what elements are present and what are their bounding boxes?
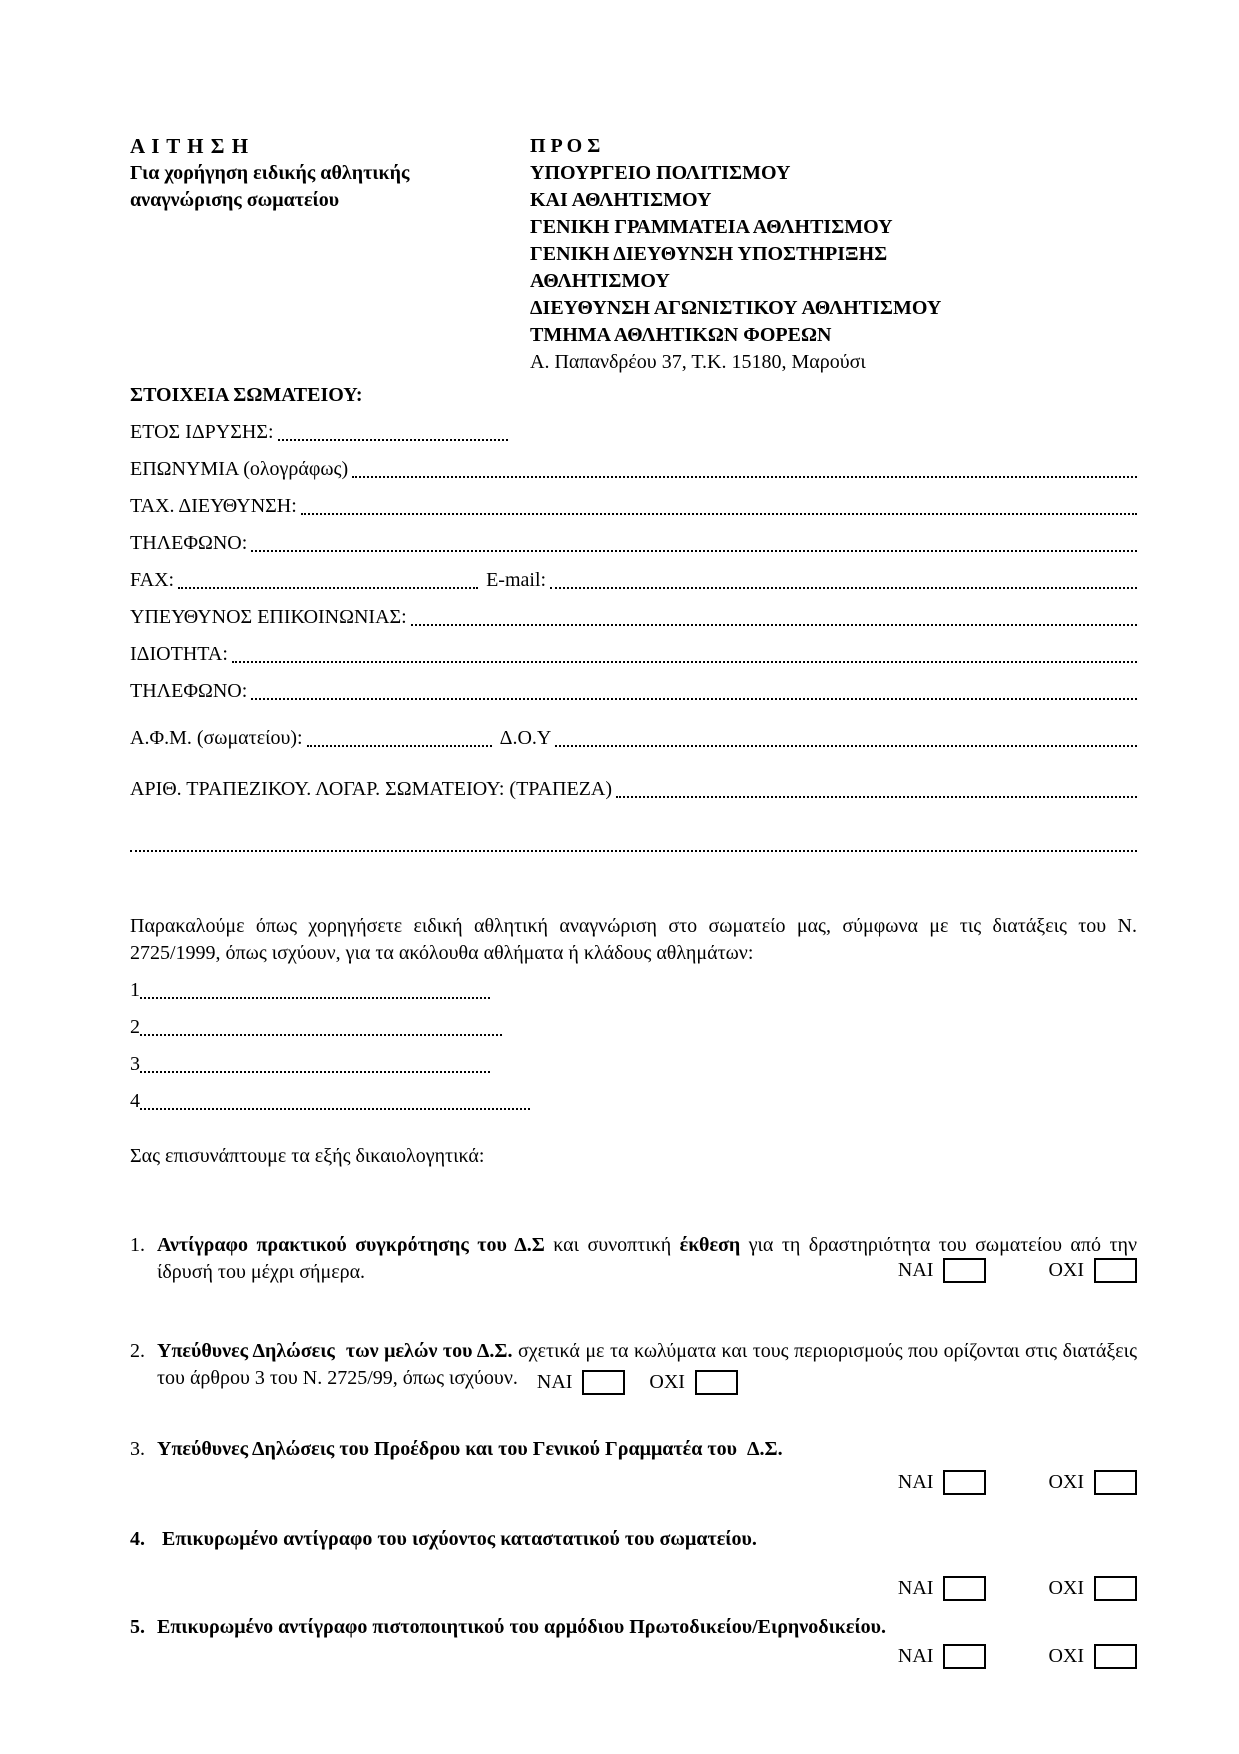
field-founding-year bbox=[130, 409, 1137, 446]
sport-blank-2 bbox=[130, 1004, 1137, 1041]
attachment-item-4 bbox=[130, 1526, 1137, 1602]
item-2-yes-no-group bbox=[537, 1369, 738, 1396]
item-4-yes-no-row bbox=[157, 1575, 1137, 1602]
item-4-no-checkbox[interactable] bbox=[1094, 1576, 1137, 1601]
sport-blank-1-number: 1 bbox=[130, 979, 140, 1001]
phone-2-label: ΤΗΛΕΦΩΝΟ: bbox=[130, 680, 248, 702]
header bbox=[130, 133, 1137, 376]
club-name-label: ΕΠΩΝΥΜΙΑ (ολογράφως) bbox=[130, 458, 349, 480]
item-5-yes-label: ΝΑΙ bbox=[897, 1645, 934, 1667]
item-3-number: 3. bbox=[130, 1438, 145, 1460]
item-4-number: 4. bbox=[130, 1528, 145, 1550]
doy-input[interactable] bbox=[555, 745, 1137, 747]
item-2-yes-label: ΝΑΙ bbox=[536, 1371, 573, 1393]
recipient-block bbox=[530, 133, 1137, 376]
capacity-label: ΙΔΙΟΤΗΤΑ: bbox=[130, 643, 228, 665]
document-page bbox=[130, 133, 1137, 1670]
attachment-item-2 bbox=[130, 1338, 1137, 1396]
sport-blank-3-number: 3 bbox=[130, 1053, 140, 1075]
contact-person-input[interactable] bbox=[411, 624, 1137, 626]
field-phone-2 bbox=[130, 668, 1137, 705]
application-header bbox=[130, 133, 530, 376]
item-1-yes-no-group bbox=[898, 1257, 1137, 1284]
item-3-no-label: ΟΧΙ bbox=[1048, 1471, 1084, 1493]
bank-account-continuation-input[interactable] bbox=[130, 850, 1137, 852]
fax-label: FAX: bbox=[130, 569, 175, 591]
sport-blank-1-input[interactable] bbox=[140, 997, 490, 999]
item-5-no-checkbox[interactable] bbox=[1094, 1644, 1137, 1669]
item-1-no-label: ΟΧΙ bbox=[1048, 1259, 1084, 1281]
bank-account-label: ΑΡΙΘ. ΤΡΑΠΕΖΙΚΟΥ. ΛΟΓΑΡ. ΣΩΜΑΤΕΙΟΥ: (ΤΡΑΠΕΖΑ) bbox=[130, 778, 613, 800]
item-1-number: 1. bbox=[130, 1234, 145, 1256]
recipient-line: ΤΜΗΜΑ ΑΘΛΗΤΙΚΩΝ ΦΟΡΕΩΝ bbox=[530, 324, 832, 346]
item-5-yes-no-group bbox=[898, 1643, 1137, 1670]
request-paragraph: Παρακαλούμε όπως χορηγήσετε ειδική αθλητική αναγνώριση στο σωματείο μας, σύμφωνα με τις διατάξεις του Ν. 2725/1999, όπως ισχύουν, για τα ακόλουθα αθλήματα ή κλάδους αθλημάτων: bbox=[130, 915, 1137, 964]
item-2-no-label: ΟΧΙ bbox=[649, 1371, 685, 1393]
sport-blank-1 bbox=[130, 967, 1137, 1004]
item-3-yes-no-group bbox=[898, 1469, 1137, 1496]
item-5-yes-no-row bbox=[157, 1643, 1137, 1670]
item-1-no-checkbox[interactable] bbox=[1094, 1258, 1137, 1283]
application-title: Α Ι Τ Η Σ Η bbox=[130, 134, 250, 158]
sport-blank-4 bbox=[130, 1078, 1137, 1115]
field-bank-account-continuation bbox=[130, 820, 1137, 857]
item-2-yes-checkbox[interactable] bbox=[582, 1370, 625, 1395]
afm-input[interactable] bbox=[307, 745, 492, 747]
recipient-line: ΑΘΛΗΤΙΣΜΟΥ bbox=[530, 270, 670, 292]
item-4-yes-no-group bbox=[898, 1575, 1137, 1602]
item-4-no-label: ΟΧΙ bbox=[1048, 1577, 1084, 1599]
founding-year-label: ΕΤΟΣ ΙΔΡΥΣΗΣ: bbox=[130, 421, 274, 443]
sport-blank-2-input[interactable] bbox=[140, 1034, 502, 1036]
item-3-yes-checkbox[interactable] bbox=[943, 1470, 986, 1495]
recipient-line: ΚΑΙ ΑΘΛΗΤΙΣΜΟΥ bbox=[530, 189, 712, 211]
field-capacity bbox=[130, 631, 1137, 668]
field-fax-email bbox=[130, 557, 1137, 594]
postal-address-label: ΤΑΧ. ΔΙΕΥΘΥΝΣΗ: bbox=[130, 495, 297, 517]
phone-input[interactable] bbox=[251, 550, 1137, 552]
doy-label: Δ.Ο.Υ bbox=[499, 727, 552, 749]
postal-address-input[interactable] bbox=[301, 513, 1137, 515]
item-3-yes-no-row bbox=[157, 1469, 1137, 1496]
item-2-text-bold: Υπεύθυνες Δηλώσεις των μελών του Δ.Σ. bbox=[157, 1340, 513, 1362]
item-3-text-bold: Υπεύθυνες Δηλώσεις του Προέδρου και του Γενικού Γραμματέα του Δ.Σ. bbox=[157, 1438, 783, 1460]
item-2-number: 2. bbox=[130, 1340, 145, 1362]
attachments-intro: Σας επισυνάπτουμε τα εξής δικαιολογητικά: bbox=[130, 1145, 485, 1167]
club-details-heading: ΣΤΟΙΧΕΙΑ ΣΩΜΑΤΕΙΟΥ: bbox=[130, 384, 363, 406]
recipient-line: ΔΙΕΥΘΥΝΣΗ ΑΓΩΝΙΣΤΙΚΟΥ ΑΘΛΗΤΙΣΜΟΥ bbox=[530, 297, 942, 319]
sport-blank-3-input[interactable] bbox=[140, 1071, 490, 1073]
phone-label: ΤΗΛΕΦΩΝΟ: bbox=[130, 532, 248, 554]
field-postal-address bbox=[130, 483, 1137, 520]
application-subtitle-line2: αναγνώρισης σωματείου bbox=[130, 189, 340, 211]
application-subtitle-line1: Για χορήγηση ειδικής αθλητικής bbox=[130, 162, 410, 184]
item-4-text-bold: Επικυρωμένο αντίγραφο του ισχύοντος καταστατικού του σωματείου. bbox=[157, 1528, 757, 1550]
item-5-no-label: ΟΧΙ bbox=[1048, 1645, 1084, 1667]
recipient-line: ΥΠΟΥΡΓΕΙΟ ΠΟΛΙΤΙΣΜΟΥ bbox=[530, 162, 791, 184]
attachment-item-1 bbox=[130, 1232, 1137, 1286]
field-contact-person bbox=[130, 594, 1137, 631]
item-5-number: 5. bbox=[130, 1616, 145, 1638]
email-input[interactable] bbox=[550, 587, 1137, 589]
item-3-no-checkbox[interactable] bbox=[1094, 1470, 1137, 1495]
sport-blank-3 bbox=[130, 1041, 1137, 1078]
phone-2-input[interactable] bbox=[251, 698, 1137, 700]
item-5-text-bold: Επικυρωμένο αντίγραφο πιστοποιητικού του αρμόδιου Πρωτοδικείου/Ειρηνοδικείου. bbox=[157, 1616, 887, 1638]
recipient-line: ΓΕΝΙΚΗ ΓΡΑΜΜΑΤΕΙΑ ΑΘΛΗΤΙΣΜΟΥ bbox=[530, 216, 893, 238]
capacity-input[interactable] bbox=[232, 661, 1137, 663]
attachment-item-3 bbox=[130, 1436, 1137, 1496]
afm-label: Α.Φ.Μ. (σωματείου): bbox=[130, 727, 303, 749]
field-afm-doy bbox=[130, 715, 1137, 752]
email-label: E-mail: bbox=[486, 569, 547, 591]
item-2-text: σχετικά με τα κωλύματα και τους περιορισμούς που ορίζονται στις διατάξεις του άρθρου 3 του Ν. 2725/99, όπως ισχύουν. bbox=[157, 1340, 1137, 1389]
attachment-item-5 bbox=[130, 1614, 1137, 1670]
item-4-yes-checkbox[interactable] bbox=[943, 1576, 986, 1601]
fax-input[interactable] bbox=[178, 587, 478, 589]
item-1-text-bold: έκθεση bbox=[679, 1234, 741, 1256]
club-name-input[interactable] bbox=[352, 476, 1137, 478]
sport-blank-4-input[interactable] bbox=[140, 1108, 530, 1110]
recipient-heading: Π Ρ Ο Σ bbox=[530, 135, 601, 157]
bank-account-input[interactable] bbox=[616, 796, 1137, 798]
item-1-text: και συνοπτική bbox=[544, 1234, 680, 1256]
field-bank-account bbox=[130, 766, 1137, 803]
recipient-line: ΓΕΝΙΚΗ ΔΙΕΥΘΥΝΣΗ ΥΠΟΣΤΗΡΙΞΗΣ bbox=[530, 243, 888, 265]
field-club-name bbox=[130, 446, 1137, 483]
recipient-address: Α. Παπανδρέου 37, Τ.Κ. 15180, Μαρούσι bbox=[530, 351, 866, 373]
item-1-yes-checkbox[interactable] bbox=[943, 1258, 986, 1283]
sport-blank-4-number: 4 bbox=[130, 1090, 140, 1112]
sport-blank-2-number: 2 bbox=[130, 1016, 140, 1038]
founding-year-input[interactable] bbox=[278, 439, 508, 441]
item-2-no-checkbox[interactable] bbox=[695, 1370, 738, 1395]
item-4-yes-label: ΝΑΙ bbox=[897, 1577, 934, 1599]
item-1-text: για τη δραστηριότητα του σωματείου από την ίδρυσή του μέχρι σήμερα. bbox=[157, 1234, 1137, 1283]
field-phone bbox=[130, 520, 1137, 557]
item-3-yes-label: ΝΑΙ bbox=[897, 1471, 934, 1493]
item-5-yes-checkbox[interactable] bbox=[943, 1644, 986, 1669]
item-1-yes-label: ΝΑΙ bbox=[897, 1259, 934, 1281]
contact-person-label: ΥΠΕΥΘΥΝΟΣ ΕΠΙΚΟΙΝΩΝΙΑΣ: bbox=[130, 606, 407, 628]
item-1-text-bold: Αντίγραφο πρακτικού συγκρότησης του Δ.Σ bbox=[157, 1234, 545, 1256]
